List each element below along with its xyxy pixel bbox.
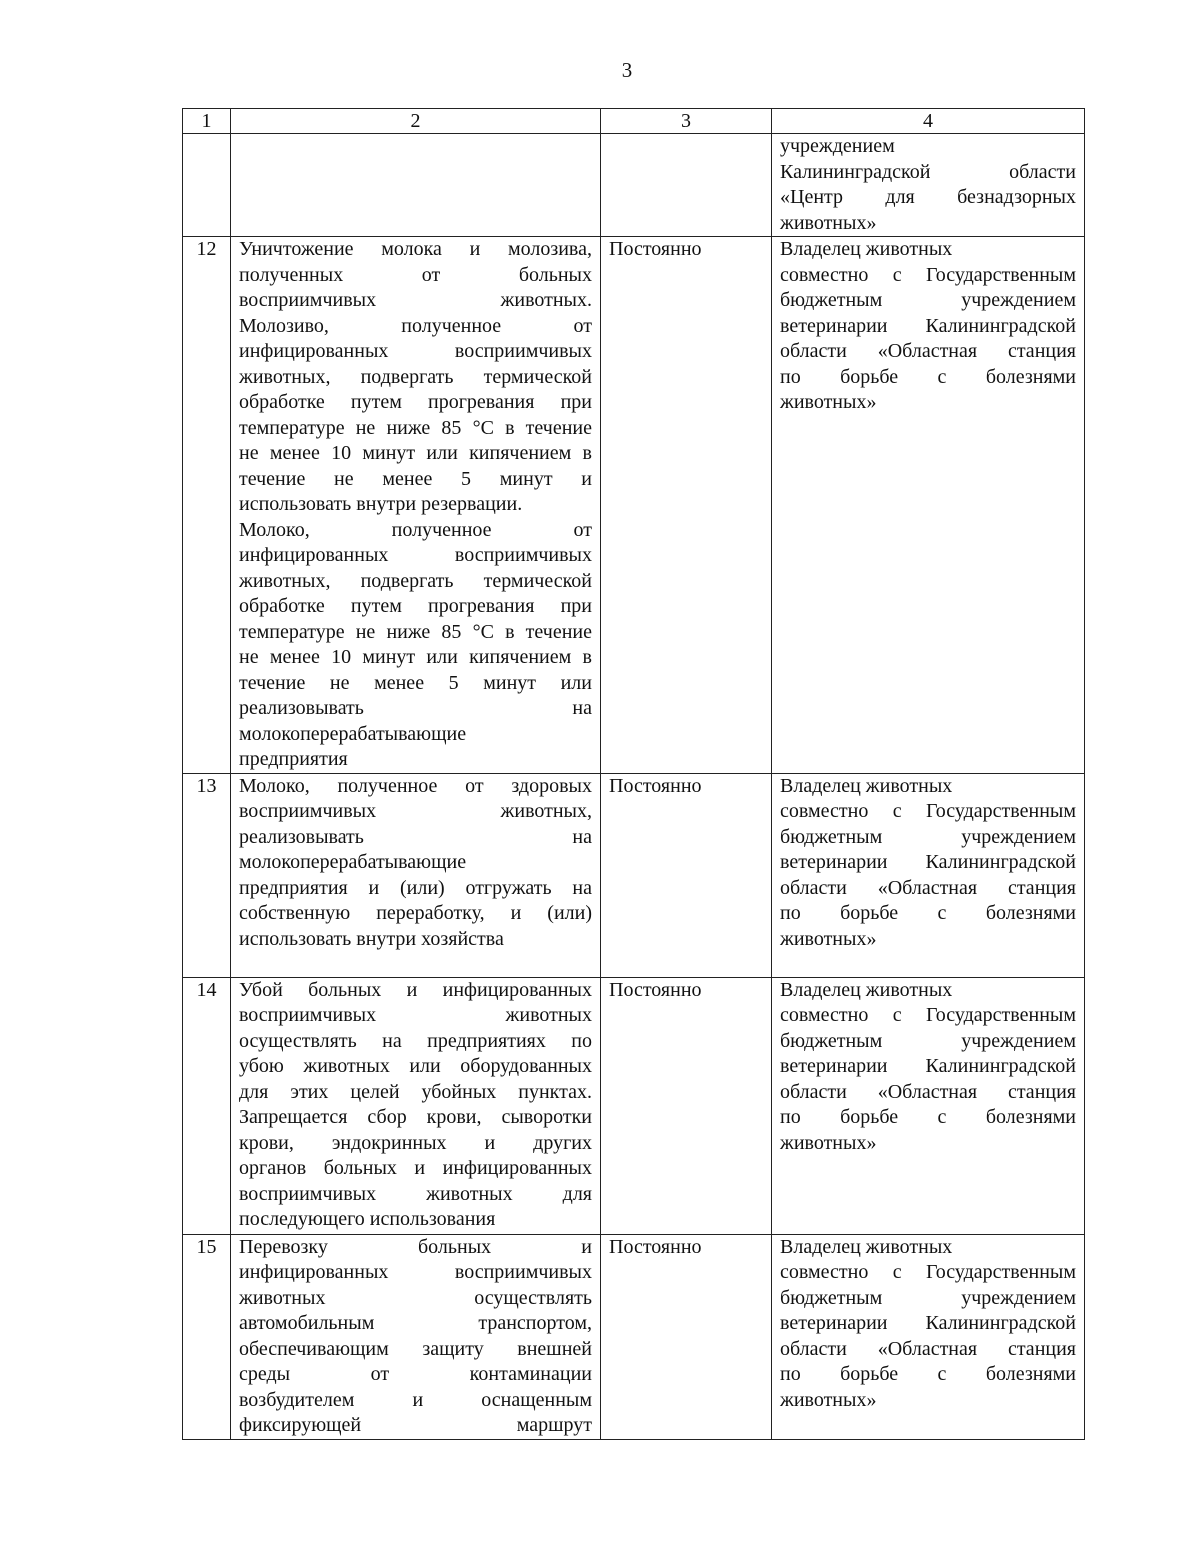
continuation-line: животных» bbox=[780, 211, 877, 234]
continuation-line: «Центр для безнадзорных bbox=[780, 186, 1076, 208]
measure-line: животных, подвергать термической bbox=[239, 569, 592, 592]
responsible-cell bbox=[772, 1234, 1085, 1439]
measure-line: восприимчивых животных. bbox=[239, 289, 592, 311]
measure-line: Уничтожение молока и молозива, bbox=[239, 238, 592, 260]
measure-line: обеспечивающим защиту внешней bbox=[239, 1337, 592, 1360]
measure-line: не менее 10 минут или кипячением в bbox=[239, 646, 592, 668]
responsible-line: по борьбе с болезнями bbox=[780, 1106, 1076, 1128]
continuation-line: учреждением bbox=[780, 135, 895, 157]
responsible-line: Владелец животных bbox=[780, 1235, 953, 1258]
responsible-line: ветеринарии Калининградской bbox=[780, 314, 1076, 337]
table-header-row bbox=[183, 109, 1085, 134]
responsible-cell bbox=[772, 237, 1085, 774]
responsible-line: совместно с Государственным bbox=[780, 1004, 1076, 1026]
measure-line: восприимчивых животных, bbox=[239, 800, 592, 822]
responsible-line: животных» bbox=[780, 1131, 877, 1154]
responsible-line: ветеринарии Калининградской bbox=[780, 1055, 1076, 1077]
measure-line: Молоко, полученное от bbox=[239, 518, 592, 541]
measure-line: течение не менее 5 минут или bbox=[239, 671, 592, 694]
responsible-line: ветеринарии Калининградской bbox=[780, 851, 1076, 873]
measure-line: предприятия и (или) отгружать на bbox=[239, 876, 592, 899]
responsible-line: области «Областная станция bbox=[780, 876, 1076, 899]
term-cell: Постоянно bbox=[601, 1234, 772, 1439]
measure-line: температуре не ниже 85 °С в течение bbox=[239, 416, 592, 439]
responsible-line: бюджетным учреждением bbox=[780, 1286, 1076, 1309]
measure-line: собственную переработку, и (или) bbox=[239, 902, 592, 924]
measure-line: автомобильным транспортом, bbox=[239, 1312, 592, 1334]
responsible-line: по борьбе с болезнями bbox=[780, 1363, 1076, 1385]
responsible-line: бюджетным учреждением bbox=[780, 289, 1076, 311]
measure-line: Убой больных и инфицированных bbox=[239, 978, 592, 1001]
responsible-line: области «Областная станция bbox=[780, 340, 1076, 362]
measure-line: органов больных и инфицированных bbox=[239, 1157, 592, 1179]
term-cell: Постоянно bbox=[601, 977, 772, 1234]
responsible-line: области «Областная станция bbox=[780, 1080, 1076, 1103]
measure-line: восприимчивых животных bbox=[239, 1004, 592, 1026]
responsible-line: по борьбе с болезнями bbox=[780, 365, 1076, 388]
term-cell: Постоянно bbox=[601, 237, 772, 774]
measure-cell bbox=[231, 237, 601, 774]
page-number: 3 bbox=[621, 58, 633, 82]
table-row bbox=[183, 1234, 1085, 1439]
responsible-line: бюджетным учреждением bbox=[780, 1029, 1076, 1052]
term-cell: Постоянно bbox=[601, 773, 772, 977]
measure-line: не менее 10 минут или кипячением в bbox=[239, 442, 592, 464]
measure-line: молокоперерабатывающие bbox=[239, 722, 467, 745]
measure-line: реализовывать на bbox=[239, 697, 592, 719]
row-number: 15 bbox=[183, 1234, 231, 1439]
responsible-line: Владелец животных bbox=[780, 774, 953, 797]
header-cell-3: 3 bbox=[601, 109, 772, 134]
measure-line: фиксирующей маршрут bbox=[239, 1414, 592, 1436]
responsible-line: животных» bbox=[780, 391, 877, 413]
row-number: 12 bbox=[183, 237, 231, 774]
measure-line: для этих целей убойных пунктах. bbox=[239, 1080, 592, 1103]
responsible-line: совместно с Государственным bbox=[780, 263, 1076, 286]
measure-line: животных осуществлять bbox=[239, 1286, 592, 1309]
measure-line: возбудителем и оснащенным bbox=[239, 1388, 592, 1411]
responsible-line: совместно с Государственным bbox=[780, 1261, 1076, 1283]
measure-line: течение не менее 5 минут и bbox=[239, 467, 592, 490]
continuation-row bbox=[183, 134, 1085, 237]
measure-line: использовать внутри хозяйства bbox=[239, 927, 504, 950]
measure-line: последующего использования bbox=[239, 1208, 496, 1230]
row-number: 13 bbox=[183, 773, 231, 977]
measure-line: животных, подвергать термической bbox=[239, 365, 592, 388]
responsible-line: по борьбе с болезнями bbox=[780, 902, 1076, 924]
measure-line: молокоперерабатывающие bbox=[239, 851, 467, 873]
measure-line: инфицированных восприимчивых bbox=[239, 340, 592, 362]
responsible-line: бюджетным учреждением bbox=[780, 825, 1076, 848]
continuation-responsible-cell bbox=[772, 134, 1085, 237]
measure-line: температуре не ниже 85 °С в течение bbox=[239, 620, 592, 643]
measure-line: использовать внутри резервации. bbox=[239, 493, 523, 515]
measure-line: инфицированных восприимчивых bbox=[239, 1261, 592, 1283]
measure-cell bbox=[231, 1234, 601, 1439]
measure-line: восприимчивых животных для bbox=[239, 1182, 592, 1205]
header-cell-4: 4 bbox=[772, 109, 1085, 134]
table-row bbox=[183, 237, 1085, 774]
continuation-measure-cell bbox=[231, 134, 601, 237]
responsible-line: животных» bbox=[780, 927, 877, 950]
table-row bbox=[183, 977, 1085, 1234]
measure-line: инфицированных восприимчивых bbox=[239, 544, 592, 566]
measure-cell bbox=[231, 773, 601, 977]
responsible-line: области «Областная станция bbox=[780, 1337, 1076, 1360]
table-row bbox=[183, 773, 1085, 977]
continuation-line: Калининградской области bbox=[780, 160, 1076, 183]
measure-line: Перевозку больных и bbox=[239, 1235, 592, 1258]
header-cell-2: 2 bbox=[231, 109, 601, 134]
responsible-line: Владелец животных bbox=[780, 978, 953, 1001]
responsible-line: Владелец животных bbox=[780, 238, 953, 260]
continuation-term-cell bbox=[601, 134, 772, 237]
responsible-cell bbox=[772, 773, 1085, 977]
responsible-line: животных» bbox=[780, 1388, 877, 1411]
measure-line: предприятия bbox=[239, 748, 348, 770]
measure-line: Молоко, полученное от здоровых bbox=[239, 774, 592, 797]
measure-line: крови, эндокринных и других bbox=[239, 1131, 592, 1154]
responsible-line: ветеринарии Калининградской bbox=[780, 1312, 1076, 1334]
measure-cell bbox=[231, 977, 601, 1234]
responsible-line: совместно с Государственным bbox=[780, 800, 1076, 822]
measure-line: обработке путем прогревания при bbox=[239, 391, 592, 413]
measure-line: Запрещается сбор крови, сыворотки bbox=[239, 1106, 592, 1128]
measure-line: Молозиво, полученное от bbox=[239, 314, 592, 337]
measure-line: обработке путем прогревания при bbox=[239, 595, 592, 617]
measure-line: убою животных или оборудованных bbox=[239, 1055, 592, 1077]
continuation-num-cell bbox=[183, 134, 231, 237]
header-cell-1: 1 bbox=[183, 109, 231, 134]
measures-table bbox=[182, 108, 1085, 1440]
measure-line: среды от контаминации bbox=[239, 1363, 592, 1385]
measure-line: полученных от больных bbox=[239, 263, 592, 286]
measure-line: осуществлять на предприятиях по bbox=[239, 1029, 592, 1052]
row-number: 14 bbox=[183, 977, 231, 1234]
measure-line: реализовывать на bbox=[239, 825, 592, 848]
responsible-cell bbox=[772, 977, 1085, 1234]
